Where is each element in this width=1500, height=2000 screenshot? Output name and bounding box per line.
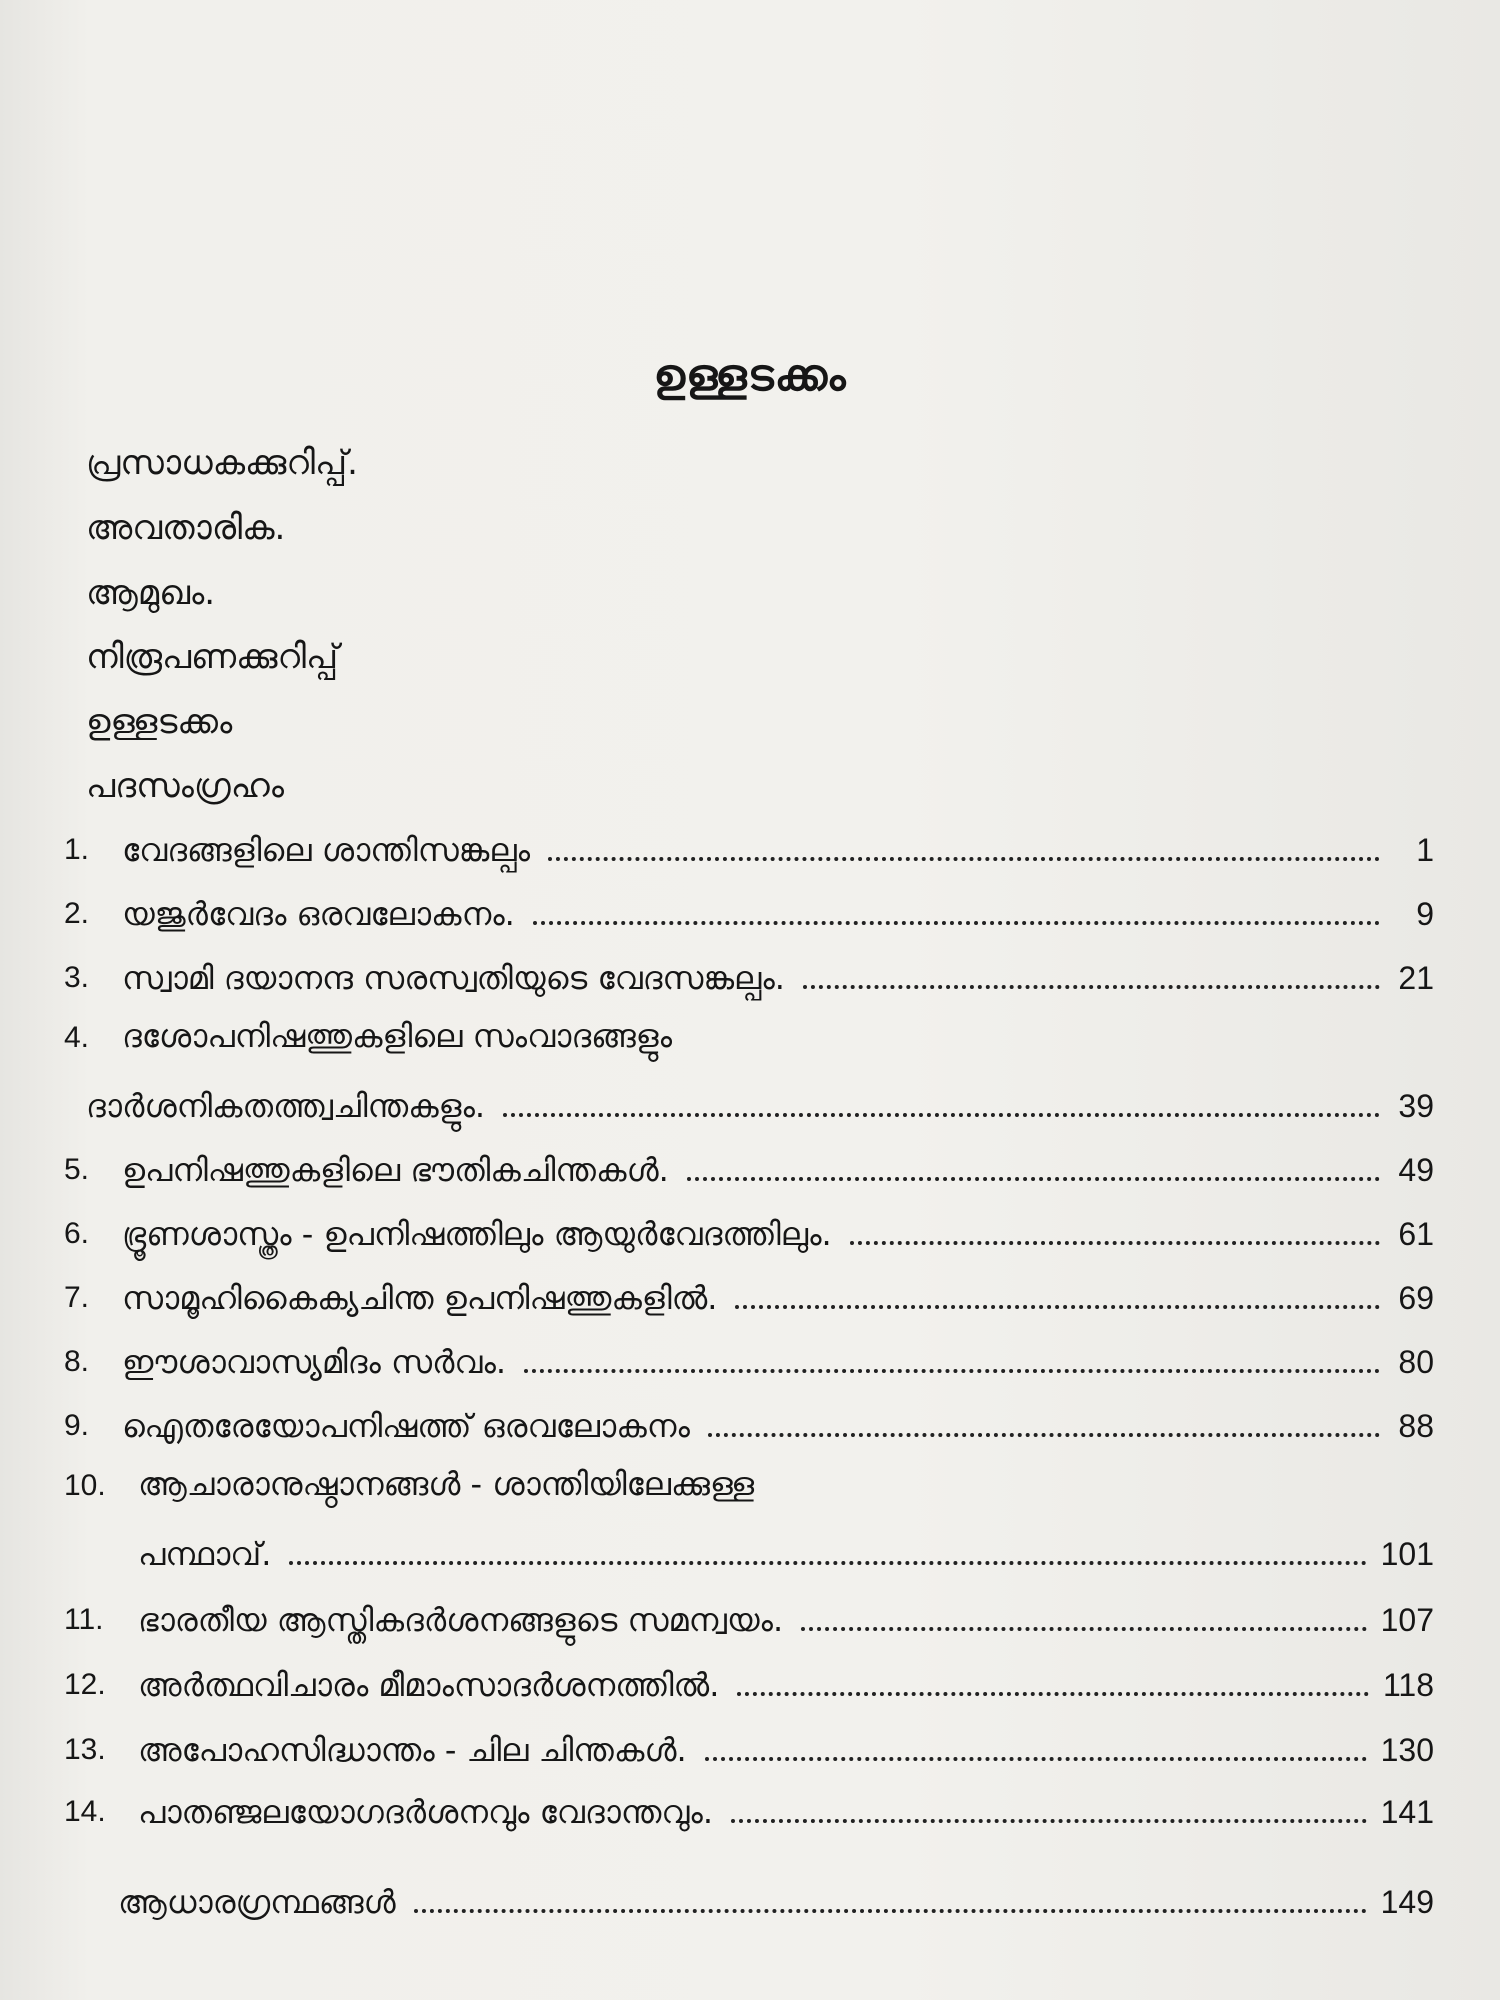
dot-leader [850, 1241, 1380, 1245]
dot-leader [801, 1627, 1366, 1631]
entry-number: 6. [64, 1217, 90, 1250]
toc-entry [64, 1661, 1434, 1705]
dot-leader [687, 1177, 1380, 1181]
toc-entry [64, 1726, 1434, 1770]
toc-entry [64, 1274, 1434, 1318]
dot-leader [533, 921, 1380, 925]
toc-entry [64, 1146, 1434, 1190]
dot-leader [705, 1757, 1367, 1761]
entry-page: 88 [1398, 1408, 1434, 1444]
toc-entry [64, 954, 1434, 998]
entry-page: 9 [1416, 896, 1434, 932]
entry-page: 101 [1380, 1536, 1434, 1572]
dot-leader [737, 1692, 1369, 1696]
toc-entry [64, 1402, 1434, 1446]
entry-page: 61 [1398, 1216, 1434, 1252]
entry-title: പാതഞ്ജലയോഗദർശനവും വേദാന്തവും. [138, 1793, 714, 1831]
entry-title-continued: ദാർശനികതത്ത്വചിന്തകളും. [86, 1087, 486, 1125]
entry-title: അപോഹസിദ്ധാന്തം - ചില ചിന്തകൾ. [138, 1731, 687, 1769]
toc-entry-references [118, 1878, 1434, 1922]
entry-title: ആചാരാനുഷ്ഠാനങ്ങൾ - ശാന്തിയിലേക്കുള്ള [138, 1465, 755, 1503]
dot-leader [524, 1369, 1380, 1373]
entry-page: 130 [1380, 1732, 1434, 1768]
entry-page: 39 [1398, 1088, 1434, 1124]
entry-page: 1 [1416, 832, 1434, 868]
entry-page: 80 [1398, 1344, 1434, 1380]
entry-title: ഈശാവാസ്യമിദം സർവം. [122, 1343, 507, 1381]
entry-number: 1. [64, 833, 90, 866]
entry-title: ദശോപനിഷത്തുകളിലെ സംവാദങ്ങളും [122, 1017, 673, 1055]
entry-number: 12. [64, 1668, 106, 1701]
entry-title: ഭ്രൂണശാസ്ത്രം - ഉപനിഷത്തിലും ആയുർവേദത്തിലും. [122, 1215, 832, 1253]
entry-number: 2. [64, 897, 90, 930]
dot-leader [708, 1433, 1380, 1437]
toc-entry [64, 1338, 1434, 1382]
entry-title: സാമൂഹികൈക്യചിന്ത ഉപനിഷത്തുകളിൽ. [122, 1279, 718, 1317]
entry-title: വേദങ്ങളിലെ ശാന്തിസങ്കല്പം [122, 831, 531, 869]
toc-entry [64, 1210, 1434, 1254]
entry-number: 4. [64, 1021, 90, 1054]
entry-title: ഉപനിഷത്തുകളിലെ ഭൗതികചിന്തകൾ. [122, 1151, 669, 1189]
dot-leader [503, 1113, 1380, 1117]
entry-number: 3. [64, 961, 90, 994]
dot-leader [735, 1305, 1380, 1309]
toc-entry [64, 1596, 1434, 1640]
entry-title: ഭാരതീയ ആസ്തികദർശനങ്ങളുടെ സമന്വയം. [138, 1601, 784, 1639]
entry-number: 10. [64, 1469, 106, 1502]
toc-entry [86, 1082, 1434, 1126]
entry-number: 7. [64, 1281, 90, 1314]
entry-title: അർത്ഥവിചാരം മീമാംസാദർശനത്തിൽ. [138, 1666, 720, 1704]
front-matter-item: പദസംഗ്രഹം [86, 766, 284, 806]
toc-entry-first-line [64, 1016, 672, 1058]
references-title: ആധാരഗ്രന്ഥങ്ങൾ [118, 1883, 396, 1921]
entry-page: 49 [1398, 1152, 1434, 1188]
entry-page: 69 [1398, 1280, 1434, 1316]
dot-leader [414, 1909, 1367, 1913]
toc-entry [138, 1530, 1434, 1574]
entry-number: 9. [64, 1409, 90, 1442]
entry-number: 5. [64, 1153, 90, 1186]
toc-entry [64, 890, 1434, 934]
dot-leader [548, 857, 1380, 861]
entry-page: 141 [1380, 1794, 1434, 1830]
front-matter-item: പ്രസാധകക്കുറിപ്പ്. [86, 443, 358, 483]
dot-leader [289, 1561, 1366, 1565]
page-title: ഉള്ളടക്കം [653, 350, 847, 401]
toc-entry [64, 1788, 1434, 1832]
entry-number: 13. [64, 1733, 106, 1766]
dot-leader [731, 1819, 1367, 1823]
entry-title: ഐതരേയോപനിഷത്ത് ഒരവലോകനം [122, 1407, 690, 1445]
entry-number: 8. [64, 1345, 90, 1378]
dot-leader [803, 985, 1380, 989]
entry-title: യജുർവേദം ഒരവലോകനം. [122, 895, 515, 933]
toc-entry [64, 826, 1434, 870]
front-matter-item: നിരൂപണക്കുറിപ്പ് [86, 637, 339, 677]
entry-title: സ്വാമി ദയാനന്ദ സരസ്വതിയുടെ വേദസങ്കല്പം. [122, 959, 785, 997]
entry-page: 21 [1398, 960, 1434, 996]
entry-page: 149 [1380, 1884, 1434, 1920]
entry-number: 11. [64, 1603, 104, 1636]
entry-number: 14. [64, 1795, 106, 1828]
front-matter-item: അവതാരിക. [86, 508, 286, 548]
front-matter-item: ആമുഖം. [86, 573, 216, 613]
entry-page: 107 [1380, 1602, 1434, 1638]
entry-page: 118 [1382, 1667, 1434, 1703]
entry-title-continued: പന്ഥാവ്. [138, 1535, 272, 1573]
toc-entry-first-line [64, 1464, 754, 1506]
front-matter-item: ഉള്ളടക്കം [86, 702, 233, 742]
